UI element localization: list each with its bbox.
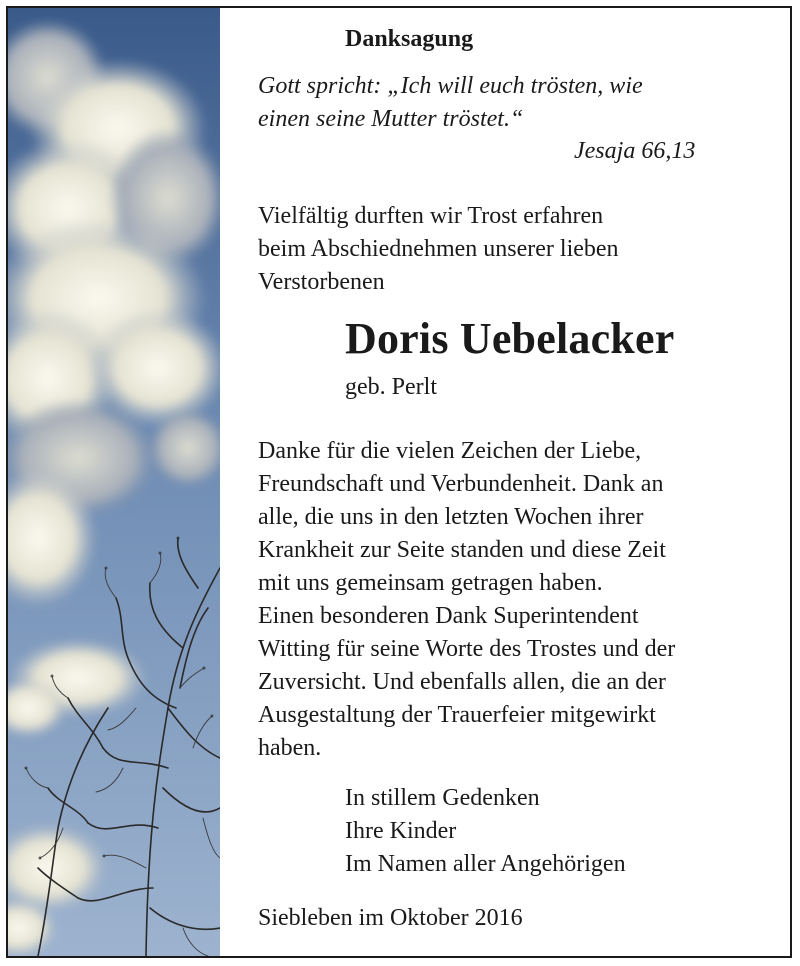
deceased-name: Doris Uebelacker (345, 314, 675, 363)
notice-heading: Danksagung (345, 26, 474, 52)
body-line: Zuversicht. Und ebenfalls allen, die an der (258, 669, 666, 695)
body-line: Krankheit zur Seite standen und diese Zeit (258, 537, 666, 563)
signature-line: In stillem Gedenken (345, 785, 540, 811)
intro-line: Vielfältig durften wir Trost erfahren (258, 203, 604, 229)
birth-name: geb. Perlt (345, 374, 437, 400)
intro-paragraph (258, 200, 619, 299)
bible-quote (258, 70, 643, 136)
obituary-notice (6, 6, 792, 958)
notice-text (8, 8, 792, 956)
signature-block (345, 782, 626, 881)
place-and-date: Siebleben im Oktober 2016 (258, 905, 523, 931)
quote-source: Jesaja 66,13 (574, 138, 696, 164)
quote-line: einen seine Mutter tröstet.“ (258, 106, 524, 132)
body-line: mit uns gemeinsam getragen haben. (258, 570, 603, 596)
intro-line: Verstorbenen (258, 269, 385, 295)
body-line: haben. (258, 735, 322, 761)
signature-line: Ihre Kinder (345, 818, 457, 844)
body-line: Einen besonderen Dank Superintendent (258, 603, 639, 629)
body-line: Witting für seine Worte des Trostes und der (258, 636, 676, 662)
body-line: Freundschaft und Verbundenheit. Dank an (258, 471, 664, 497)
thanks-paragraph (258, 435, 675, 765)
signature-line: Im Namen aller Angehörigen (345, 851, 626, 877)
body-line: Ausgestaltung der Trauerfeier mitgewirkt (258, 702, 656, 728)
quote-line: Gott spricht: „Ich will euch trösten, wie (258, 73, 643, 99)
body-line: alle, die uns in den letzten Wochen ihrer (258, 504, 644, 530)
intro-line: beim Abschiednehmen unserer lieben (258, 236, 619, 262)
body-line: Danke für die vielen Zeichen der Liebe, (258, 438, 642, 464)
